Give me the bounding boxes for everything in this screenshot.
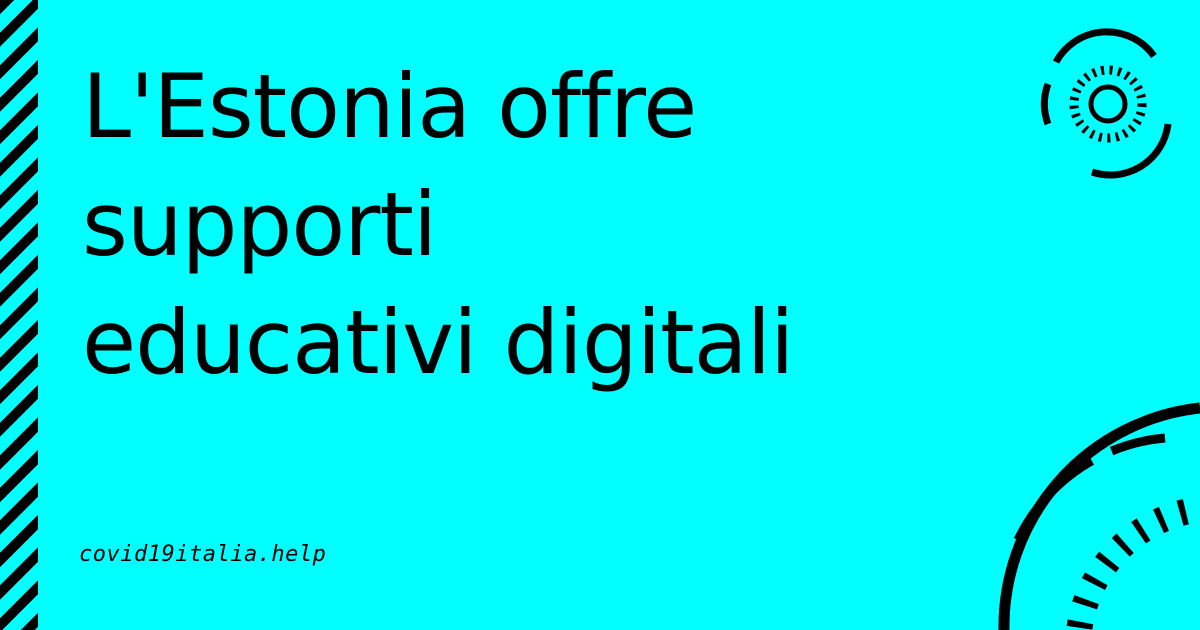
striped-border	[0, 0, 38, 630]
title-line-1: L'Estonia offre	[82, 55, 697, 158]
title-line-2: supporti	[82, 173, 437, 276]
outer-arc-top	[1056, 32, 1154, 62]
large-dash-ring	[1078, 508, 1200, 630]
inner-ring	[1091, 87, 1125, 121]
page-title	[82, 48, 1022, 402]
site-url: covid19italia.help	[79, 542, 327, 567]
outer-arc-right	[1092, 124, 1168, 175]
dash-ring	[1074, 70, 1142, 138]
outer-arc-left	[1044, 84, 1048, 124]
large-radial-icon	[990, 380, 1200, 630]
radial-target-icon	[1032, 24, 1182, 184]
title-line-3: educativi digitali	[82, 291, 794, 394]
